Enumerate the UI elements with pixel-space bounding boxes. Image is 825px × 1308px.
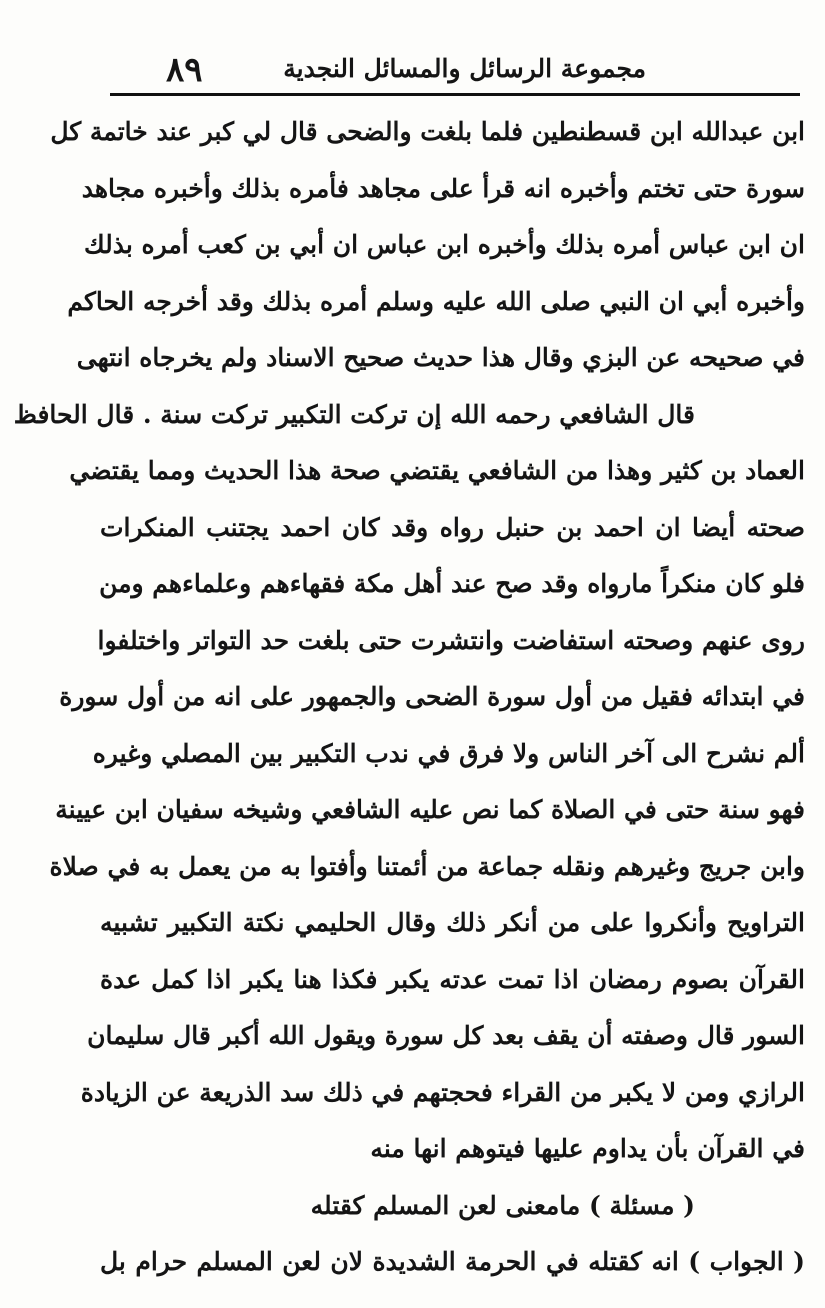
- running-title: مجموعة الرسائل والمسائل النجدية: [283, 54, 646, 83]
- text-line: وابن جريج وغيرهم ونقله جماعة من أئمتنا وأفتوا به من يعمل به في صلاة: [49, 851, 805, 881]
- text-line: صحته أيضا ان احمد بن حنبل رواه وقد كان احمد يجتنب المنكرات: [100, 512, 805, 542]
- text-line: في ابتدائه فقيل من أول سورة الضحى والجمهور على انه من أول سورة: [59, 682, 805, 711]
- text-line: الرازي ومن لا يكبر من القراء فحجتهم في ذلك سد الذريعة عن الزيادة: [80, 1077, 805, 1107]
- text-line: قال الشافعي رحمه الله إن تركت التكبير تركت سنة . قال الحافظ: [13, 399, 695, 429]
- answer-line: ( الجواب ) انه كقتله في الحرمة الشديدة لان لعن المسلم حرام بل: [100, 1247, 805, 1276]
- header-divider: [110, 93, 800, 96]
- text-line: في القرآن بأن يداوم عليها فيتوهم انها منه: [370, 1134, 805, 1163]
- text-line: سورة حتى تختم وأخبره انه قرأ على مجاهد فأمره بذلك وأخبره مجاهد: [81, 173, 805, 203]
- page-number: ٨٩: [166, 50, 203, 90]
- text-line: وأخبره أبي ان النبي صلى الله عليه وسلم أمره بذلك وقد أخرجه الحاكم: [67, 286, 805, 316]
- text-line: فهو سنة حتى في الصلاة كما نص عليه الشافعي وشيخه سفيان ابن عيينة: [55, 795, 805, 824]
- main-text: [13, 104, 805, 1291]
- text-line: ابن عبدالله ابن قسطنطين فلما بلغت والضحى قال لي كبر عند خاتمة كل: [50, 117, 805, 146]
- text-line: ان ابن عباس أمره بذلك وأخبره ابن عباس ان أبي بن كعب أمره بذلك: [84, 230, 805, 259]
- text-line: في صحيحه عن البزي وقال هذا حديث صحيح الاسناد ولم يخرجاه انتهى: [76, 343, 805, 372]
- page-header: [108, 52, 808, 92]
- text-line: ألم نشرح الى آخر الناس ولا فرق في ندب التكبير بين المصلي وغيره: [92, 738, 805, 768]
- text-line: العماد بن كثير وهذا من الشافعي يقتضي صحة هذا الحديث ومما يقتضي: [69, 456, 805, 485]
- text-line: السور قال وصفته أن يقف بعد كل سورة ويقول الله أكبر قال سليمان: [87, 1021, 805, 1050]
- question-line: ( مسئلة ) مامعنى لعن المسلم كقتله: [310, 1190, 695, 1220]
- text-line: روى عنهم وصحته استفاضت وانتشرت حتى بلغت حد التواتر واختلفوا: [97, 625, 805, 655]
- text-line: فلو كان منكراً مارواه وقد صح عند أهل مكة فقهاءهم وعلماءهم ومن: [99, 569, 805, 598]
- text-line: القرآن بصوم رمضان اذا تمت عدته يكبر فكذا هنا يكبر اذا كمل عدة: [100, 964, 805, 994]
- text-line: التراويح وأنكروا على من أنكر ذلك وقال الحليمي نكتة التكبير تشبيه: [100, 908, 805, 937]
